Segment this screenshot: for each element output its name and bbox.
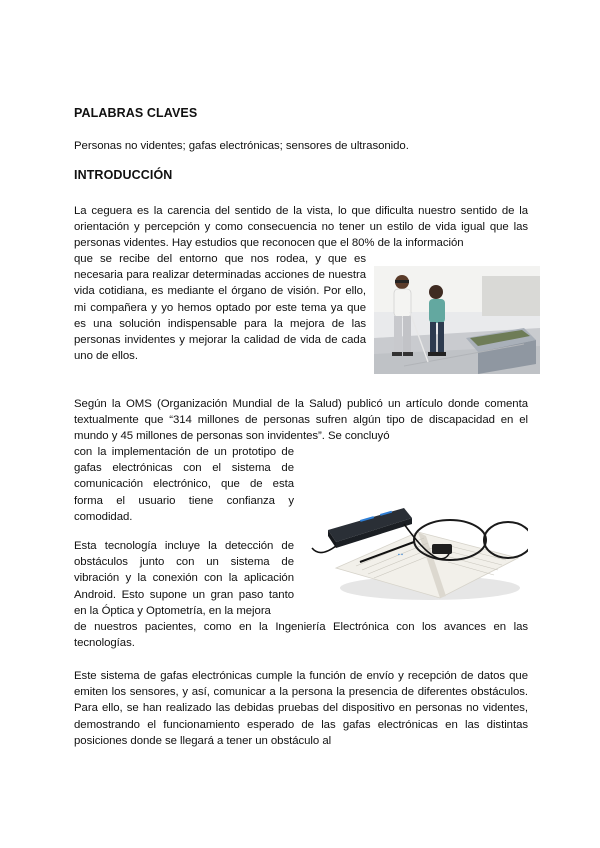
intro-heading: INTRODUCCIÓN <box>74 168 173 182</box>
intro-paragraph-2-wrapped: con la implementación de un prototipo de gafas electrónicas con el sistema de comunicación electrónico, que de esta forma el usuario tiene confianza y comodidad. <box>74 446 294 523</box>
intro-paragraph-2-top: Según la OMS (Organización Mundial de la Salud) publicó un artículo donde comenta textualmente que “314 millones de personas sufren algún tipo de discapacidad en el mundo y 45 millones de personas son invidentes”. Se concluyó <box>74 398 528 443</box>
svg-text:▪ ▪: ▪ ▪ <box>398 552 403 558</box>
intro-paragraph-1-top: La ceguera es la carencia del sentido de la vista, lo que dificulta nuestro sentido de la orientación y percepción y como consecuencia no tener un estilo de vida igual que las personas videntes. Hay estudios que reconocen que el 80% de la información <box>74 205 528 250</box>
intro-paragraph-1-wrapped: que se recibe del entorno que nos rodea, y que es necesaria para realizar determinadas acciones de nuestra vida cotidiana, es mediante el órgano de visión. Por ello, mi compañera y yo hemos optado por este tema ya que es una solución indispensable para la mejora de las personas invidentes y mejorar la calidad de vida de cada uno de ellos. <box>74 253 366 363</box>
intro-paragraph-3-wrapped: Esta tecnología incluye la detección de obstáculos junto con un sistema de vibración y la conexión con la aplicación Android. Esto supone un gran paso tanto en la Óptica y Optometría, en la mejora <box>74 540 294 617</box>
keywords-heading: PALABRAS CLAVES <box>74 106 198 120</box>
figure-blind-people-walking <box>374 266 540 374</box>
intro-paragraph-4: Este sistema de gafas electrónicas cumple la función de envío y recepción de datos que emiten los sensores, y así, comunicar a la persona la presencia de diferentes obstáculos. Para ello, se han realizado las debidas pruebas del dispositivo en personas no videntes, demostrando el funcionamiento esperado de las gafas electrónicas en las distintas posiciones donde se llegará a tener un obstáculo al <box>74 670 528 747</box>
intro-paragraph-3-bottom: de nuestros pacientes, como en la Ingeniería Electrónica con los avances en las tecnologías. <box>74 621 528 650</box>
figure-electronic-glasses <box>300 488 528 608</box>
keywords-text: Personas no videntes; gafas electrónicas; sensores de ultrasonido. <box>74 140 409 152</box>
